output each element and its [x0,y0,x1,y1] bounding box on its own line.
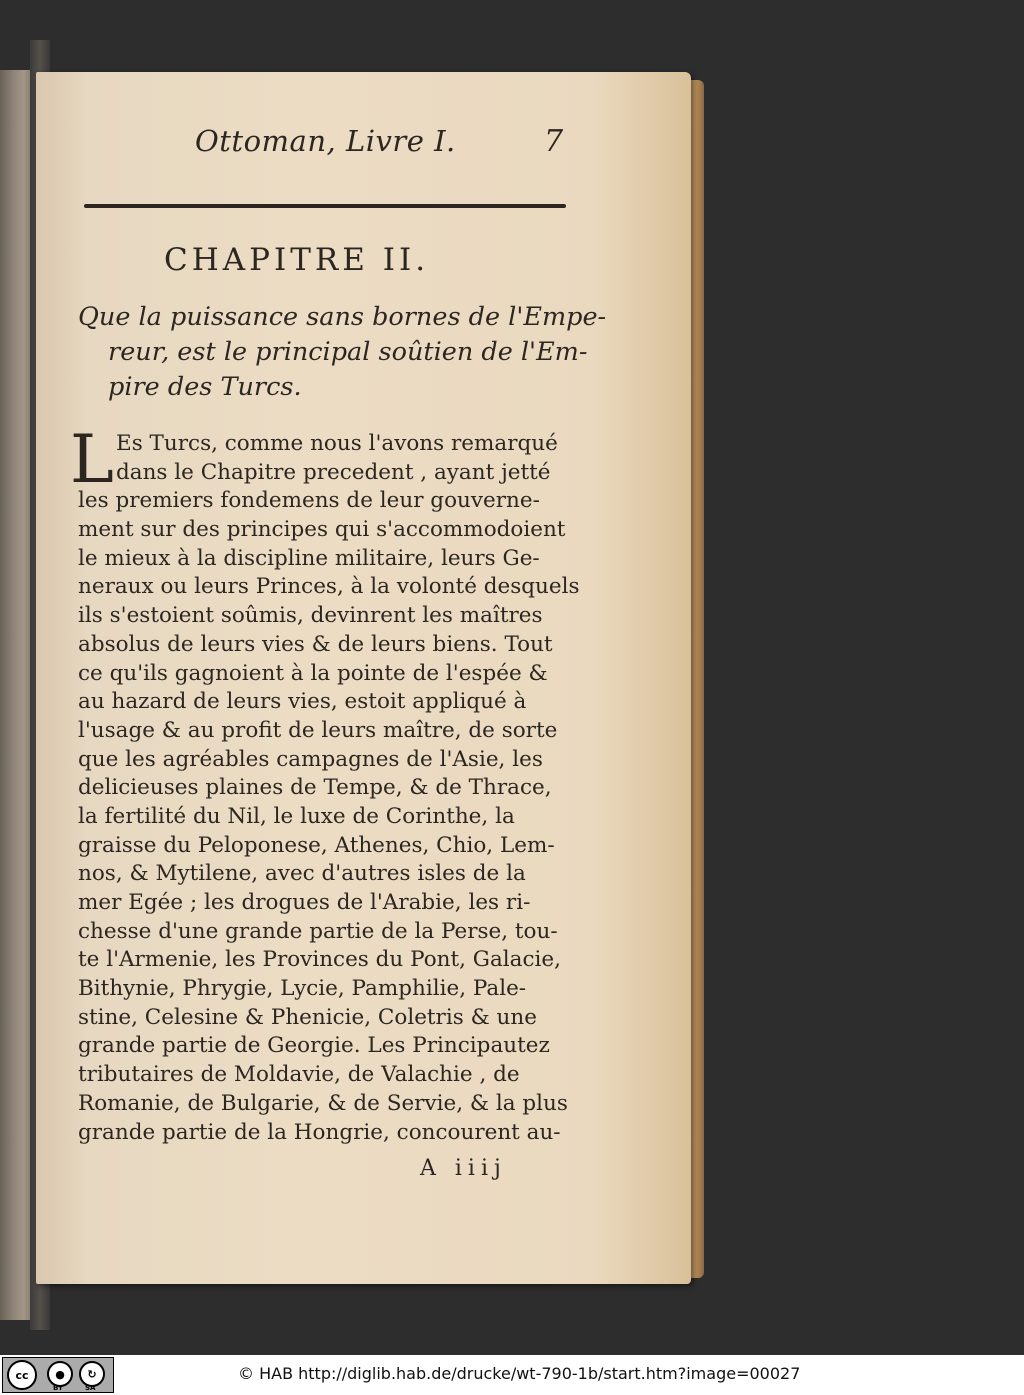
text-line: au hazard de leurs vies, estoit appliqué à [78,689,527,715]
text-line: delicieuses plaines de Tempe, & de Thrace, [78,775,552,801]
text-line: ce qu'ils gagnoient à la pointe de l'espée & [78,660,548,686]
cc-icon: cc [7,1360,37,1390]
text-line: te l'Armenie, les Provinces du Pont, Galacie, [78,947,561,973]
subtitle-line: pire des Turcs. [108,372,302,402]
signature-mark: A iiij [420,1156,507,1181]
text-line: neraux ou leurs Princes, à la volonté desquels [78,574,580,600]
running-title: Ottoman, Livre I. [195,124,456,158]
page-number: 7 [544,124,564,159]
subtitle-line: Que la puissance sans bornes de l'Empe- [78,302,607,332]
share-alike-icon: ↻ [79,1361,105,1387]
copyright-credit[interactable]: © HAB http://diglib.hab.de/drucke/wt-790-1b/start.htm?image=00027 [238,1364,801,1383]
body-text [78,430,578,1147]
sa-label: SA [85,1384,96,1392]
text-line: stine, Celesine & Phenicie, Coletris & une [78,1004,537,1030]
header-rule [84,204,566,208]
text-line: grande partie de Georgie. Les Principautez [78,1033,550,1059]
text-line: ment sur des principes qui s'accommodoient [78,517,566,543]
drop-cap: L [70,421,114,498]
cc-license-badge[interactable] [2,1357,114,1393]
text-line: que les agréables campagnes de l'Asie, les [78,746,543,772]
text-line: Bithynie, Phrygie, Lycie, Pamphilie, Pale- [78,976,527,1002]
text-line: mer Egée ; les drogues de l'Arabie, les ri- [78,890,531,915]
text-line: chesse d'une grande partie de la Perse, tou- [78,918,558,944]
text-line: ils s'estoient soûmis, devinrent les maîtres [78,603,543,629]
text-line: la fertilité du Nil, le luxe de Corinthe, la [78,803,515,829]
text-line: les premiers fondemens de leur gouverne- [78,488,540,514]
text-line: dans le Chapitre precedent , ayant jetté [116,459,551,485]
text-line: tributaires de Moldavie, de Valachie , de [78,1062,520,1088]
text-line: grande partie de la Hongrie, concourent au- [78,1119,561,1145]
facing-page-edge [0,70,34,1320]
text-line: l'usage & au profit de leurs maître, de sorte [78,717,558,743]
chapter-heading: CHAPITRE II. [164,242,430,278]
subtitle-line: reur, est le principal soûtien de l'Em- [108,337,588,367]
text-line: Es Turcs, comme nous l'avons remarqué [116,431,558,456]
text-line: nos, & Mytilene, avec d'autres isles de la [78,861,526,887]
text-line: Romanie, de Bulgarie, & de Servie, & la plus [78,1090,568,1116]
text-line: absolus de leurs vies & de leurs biens. Tout [78,631,553,657]
text-line: le mieux à la discipline militaire, leurs Ge- [78,545,540,571]
chapter-subtitle [78,300,607,405]
person-icon: ● [47,1361,73,1387]
text-line: graisse du Peloponese, Athenes, Chio, Lem- [78,832,555,858]
by-label: BY [53,1384,64,1392]
